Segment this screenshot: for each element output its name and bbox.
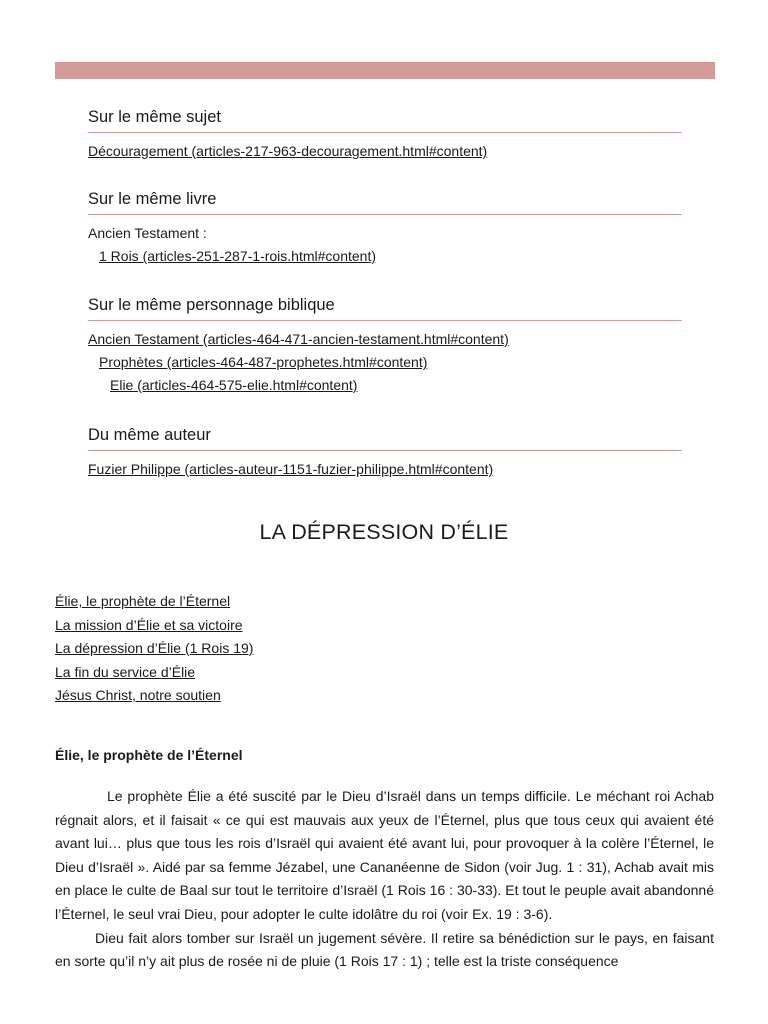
toc-item[interactable]: Élie, le prophète de l’Éternel: [55, 593, 231, 609]
document-title: LA DÉPRESSION D’ÉLIE: [259, 520, 509, 544]
paragraph: Le prophète Élie a été suscité par le Dieu d’Israël dans un temps difficile. Le méchant roi Achab régnait alors, et il faisait « ce qui est mauvais aux yeux de l’Éternel, plus que tous ceux qui avaient été avant lui… plus que tous les rois d’Israël qui avaient été avant lui, pour provoquer à la colère l’Éternel, le Dieu d’Israël ». Aidé par sa femme Jézabel, une Cananéenne de Sidon (voir Jug. 1 : 31), Achab avait mis en place le culte de Baal sur tout le territoire d’Israël (1 Rois 16 : 30-33). Et tout le peuple avait abandonné l’Éternel, le seul vrai Dieu, pour adopter le culte idolâtre du roi (voir Ex. 19 : 3-6).: [55, 788, 714, 922]
link-fuzier-philippe[interactable]: Fuzier Philippe (articles-auteur-1151-fuzier-philippe.html#content): [88, 461, 494, 477]
toc-item[interactable]: Jésus Christ, notre soutien: [55, 687, 221, 703]
section-title-same-author: Du même auteur: [88, 426, 682, 451]
section-title-same-character: Sur le même personnage biblique: [88, 296, 682, 321]
link-decouragement[interactable]: Découragement (articles-217-963-decouragement.html#content): [88, 143, 488, 159]
toc-item[interactable]: La fin du service d’Élie: [55, 663, 196, 680]
header-accent-bar: [55, 62, 715, 79]
label-ancien-testament: Ancien Testament :: [88, 225, 207, 241]
toc-item[interactable]: La mission d’Élie et sa victoire: [55, 616, 243, 633]
same-author-section: [88, 426, 682, 477]
link-elie[interactable]: Elie (articles-464-575-elie.html#content): [110, 377, 358, 393]
article-body: [55, 785, 714, 974]
table-of-contents: [55, 590, 253, 708]
toc-item[interactable]: La dépression d’Élie (1 Rois 19): [55, 640, 254, 656]
section-title-same-book: Sur le même livre: [88, 190, 682, 215]
section-title-same-subject: Sur le même sujet: [88, 108, 682, 133]
same-book-section: [88, 190, 682, 264]
link-ancien-testament[interactable]: Ancien Testament (articles-464-471-ancien-testament.html#content): [88, 331, 509, 347]
section-heading: Élie, le prophète de l’Éternel: [55, 747, 243, 763]
link-1-rois[interactable]: 1 Rois (articles-251-287-1-rois.html#content): [99, 248, 376, 264]
same-character-section: [88, 296, 682, 393]
link-prophetes[interactable]: Prophètes (articles-464-487-prophetes.html#content): [99, 354, 428, 370]
paragraph: Dieu fait alors tomber sur Israël un jugement sévère. Il retire sa bénédiction sur le pays, en faisant en sorte qu’il n’y ait plus de rosée ni de pluie (1 Rois 17 : 1) ; telle est la triste conséquence: [55, 929, 714, 970]
same-subject-section: [88, 108, 682, 159]
